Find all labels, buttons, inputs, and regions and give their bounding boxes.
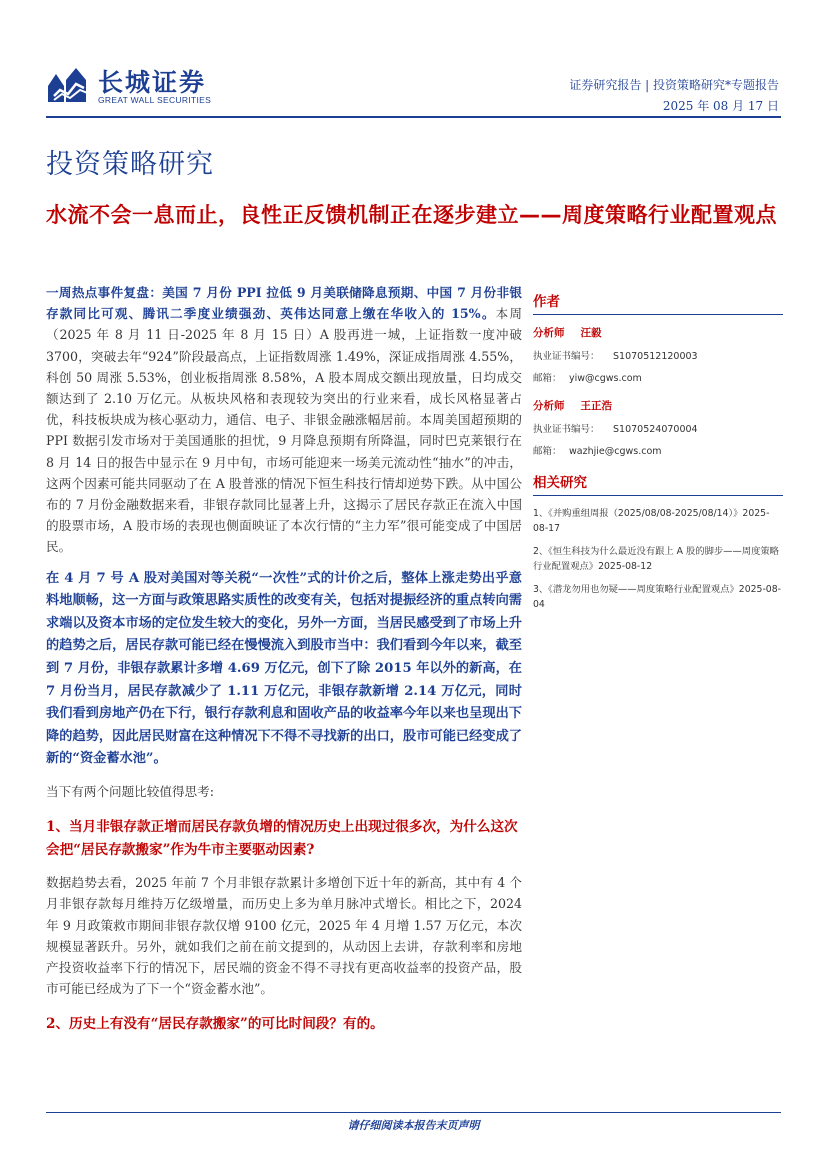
cert-label: 执业证书编号： [533, 351, 600, 362]
cert-label: 执业证书编号： [533, 424, 600, 435]
related-research-item[interactable]: 2、《恒生科技为什么最近没有跟上 A 股的脚步——周度策略行业配置观点》2025-08-12 [533, 546, 779, 572]
company-logo-icon [46, 66, 92, 104]
analyst-card [533, 325, 783, 384]
email-link[interactable]: yiw@cgws.com [569, 373, 642, 384]
analyst-name: 王正浩 [580, 400, 612, 412]
paragraph-weekly-review [46, 282, 522, 558]
cert-number: S1070524070004 [613, 424, 698, 435]
email-label: 邮箱： [533, 373, 562, 384]
paragraph-intro-questions: 当下有两个问题比较值得思考: [46, 783, 214, 799]
report-type-label: 证券研究报告 | 投资策略研究*专题报告 [569, 78, 779, 92]
sidebar [533, 290, 783, 620]
footer-divider [46, 1112, 781, 1113]
related-research-heading: 相关研究 [533, 471, 783, 496]
section-title: 投资策略研究 [46, 149, 214, 180]
logo-text-cn: 长城证券 [98, 68, 207, 97]
footer-disclaimer: 请仔细阅读本报告末页声明 [347, 1119, 480, 1132]
paragraph-text: 本周（2025 年 8 月 11 日-2025 年 8 月 15 日）A 股再进一城，上证指数一度冲破 3700，突破去年“924”阶段最高点，上证指数周涨 1.49%，深证成指周涨 4.55%，科创 50 周涨 5.53%，创业板指周涨 8.58%，A 股本周成交额出现放量，日均成交额达到了 2.10 万亿元。从板块风格和表现较为突出的行业来看，成长风格显著占优，科技板块成为核心驱动力，通信、电子、非银金融涨幅居前。本周美国超预期的 PPI 数据引发市场对于美国通胀的担忧，9 月降息预期有所降温，同时巴克莱银行在 8 月 14 日的报告中显示在 9 月中旬，市场可能迎来一场美元流动性“抽水”的冲击，这两个因素可能共同驱动了在 A 股普涨的情况下恒生科技行情却逆势下跌。从中国公布的 7 月份金融数据来看，非银存款同比显著上升，这揭示了居民存款正在流入中国的股票市场，A 股市场的表现也侧面映证了本次行情的“主力军”很可能变成了中国居民。 [46, 306, 522, 555]
authors-heading: 作者 [533, 290, 783, 315]
question-heading-1: 1、当月非银存款正增而居民存款负增的情况历史上出现过很多次，为什么这次会把“居民存款搬家”作为牛市主要驱动因素? [46, 819, 518, 859]
paragraph-key-view: 在 4 月 7 号 A 股对美国对等关税“一次性”式的计价之后，整体上涨走势出乎意料地顺畅，这一方面与政策思路实质性的改变有关，包括对提振经济的重点转向需求端以及资本市场的定位发生较大的变化，另外一方面，当居民感受到了市场上升的趋势之后，居民存款可能已经在慢慢流入到股市当中：我们看到今年以来，截至到 7 月份，非银存款累计多增 4.69 万亿元，创下了除 2015 年以外的新高，在 7 月份当月，居民存款减少了 1.11 万亿元，非银存款新增 2.14 万亿元，同时我们看到房地产仍在下行，银行存款利息和固收产品的收益率今年以来也呈现出下降的趋势，因此居民财富在这种情况下不得不寻找新的出口，股市可能已经变成了新的“资金蓄水池”。 [46, 570, 522, 767]
logo-text-en: GREAT WALL SECURITIES [98, 95, 212, 105]
paragraph-lead: 一周热点事件复盘：美国 7 月份 PPI 拉低 9 月美联储降息预期、中国 7 月份非银存款同比可观、腾讯二季度业绩强劲、英伟达同意上缴在华收入的 15%。 [46, 285, 522, 322]
cert-number: S1070512120003 [613, 351, 698, 362]
analyst-role: 分析师 [533, 327, 565, 339]
report-date: 2025 年 08 月 17 日 [662, 99, 779, 113]
email-label: 邮箱： [533, 446, 562, 457]
email-link[interactable]: wazhjie@cgws.com [569, 446, 662, 457]
paragraph-answer-1: 数据趋势去看，2025 年前 7 个月非银存款累计多增创下近十年的新高，其中有 4 个月非银存款每月维持万亿级增量，而历史上多为单月脉冲式增长。相比之下，2024 年 9 月政策救市期间非银存款仅增 9100 亿元，2025 年 4 月增 1.57 万亿元，本次规模显著跃升。另外，就如我们之前在前文提到的，从动因上去讲，存款利率和房地产投资收益率下行的情况下，居民端的资金不得不寻找有更高收益率的投资产品，股市可能已经成为了下一个“资金蓄水池”。 [46, 875, 522, 997]
analyst-card [533, 398, 783, 457]
related-research-item[interactable]: 1、《并购重组周报（2025/08/08-2025/08/14）》2025-08-17 [533, 508, 770, 534]
header-divider [46, 116, 781, 118]
main-body [46, 282, 522, 1046]
related-research-item[interactable]: 3、《潜龙勿用也勿疑——周度策略行业配置观点》2025-08-04 [533, 584, 781, 610]
report-title: 水流不会一息而止，良性正反馈机制正在逐步建立——周度策略行业配置观点 [46, 203, 777, 227]
analyst-role: 分析师 [533, 400, 565, 412]
analyst-name: 汪毅 [580, 327, 602, 339]
question-heading-2: 2、历史上有没有“居民存款搬家”的可比时间段？有的。 [46, 1016, 384, 1033]
